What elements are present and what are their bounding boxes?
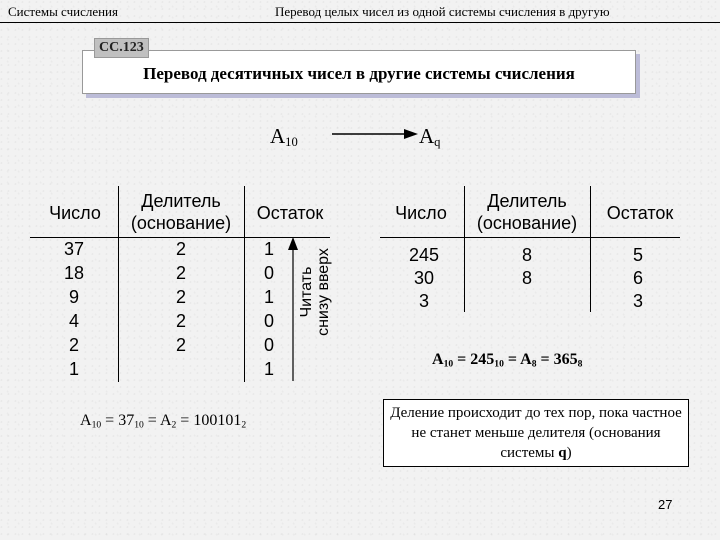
table-cell: 1	[263, 359, 274, 379]
table-cell: 2	[175, 263, 186, 283]
slide-title: Перевод десятичных чисел в другие системы счисления	[143, 64, 575, 83]
table-cell: 245	[408, 245, 440, 265]
right-table-divider-2	[590, 186, 591, 312]
header-section-title: Системы счисления	[8, 4, 118, 19]
table-cell: 3	[418, 291, 429, 311]
right-header-number: Число	[395, 203, 447, 223]
table-cell: 3	[632, 291, 643, 311]
table-cell: 0	[263, 335, 274, 355]
right-header-remainder: Остаток	[606, 203, 674, 223]
label-aq: $A_q$	[419, 124, 441, 150]
left-header-number: Число	[49, 203, 101, 223]
right-remainders-column	[608, 244, 668, 313]
table-cell: 5	[632, 245, 643, 265]
slide-code-tag: СС.123	[94, 38, 149, 58]
right-divisors-column	[464, 244, 590, 290]
table-cell: 9	[68, 287, 79, 307]
right-header-divisor: Делитель (основание)	[476, 191, 578, 233]
table-cell: 2	[175, 311, 186, 331]
right-formula: $A_{10} = 245_{10} = A_8 = 365_8$	[432, 351, 583, 370]
table-cell: 30	[413, 268, 435, 288]
table-cell: 2	[175, 239, 186, 259]
table-cell: 2	[68, 335, 79, 355]
table-cell: 1	[68, 359, 79, 379]
division-rule-note: Деление происходит до тех пор, пока частное не станет меньше делителя (основания системы q)	[383, 399, 689, 467]
table-cell: 2	[175, 335, 186, 355]
table-cell: 37	[63, 239, 85, 259]
left-formula: $A_{10} = 37_{10} = A_2 = 100101_2$	[80, 412, 247, 431]
table-cell: 8	[521, 245, 532, 265]
table-cell: 18	[63, 263, 85, 283]
table-cell: 6	[632, 268, 643, 288]
left-numbers-column	[30, 237, 118, 381]
table-cell: 8	[521, 268, 532, 288]
right-table-header-line	[380, 237, 680, 238]
header-topic-title: Перевод целых чисел из одной системы счисления в другую	[275, 4, 610, 19]
arrow-right-icon	[330, 126, 420, 142]
label-a10: $A_{10}$	[270, 124, 298, 150]
table-cell: 1	[263, 239, 274, 259]
table-cell: 0	[263, 311, 274, 331]
read-bottom-up-note: Читать снизу вверх	[298, 248, 332, 336]
left-header-divisor: Делитель (основание)	[130, 191, 232, 233]
header-divider	[0, 22, 720, 23]
left-divisors-column	[118, 237, 244, 357]
table-cell: 2	[175, 287, 186, 307]
table-cell: 0	[263, 263, 274, 283]
right-numbers-column	[384, 244, 464, 313]
table-cell: 1	[263, 287, 274, 307]
left-header-remainder: Остаток	[256, 203, 324, 223]
page-number: 27	[658, 497, 673, 512]
table-cell: 4	[68, 311, 79, 331]
